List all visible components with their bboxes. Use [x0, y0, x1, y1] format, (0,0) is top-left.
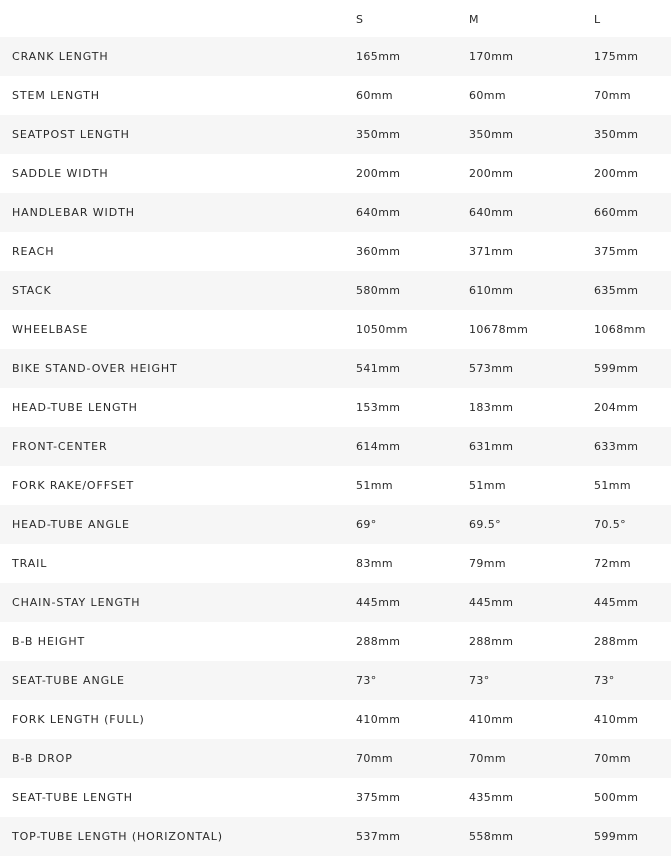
table-row	[0, 427, 671, 466]
row-value-s: 288mm	[356, 635, 401, 648]
row-value-s: 70mm	[356, 752, 394, 765]
row-value-s: 51mm	[356, 479, 394, 492]
row-label: B-B DROP	[12, 752, 73, 765]
row-value-l: 635mm	[594, 284, 639, 297]
row-value-l: 70mm	[594, 752, 632, 765]
row-label: TOP-TUBE LENGTH (HORIZONTAL)	[12, 830, 223, 843]
row-value-l: 350mm	[594, 128, 639, 141]
row-value-l: 633mm	[594, 440, 639, 453]
row-label: TRAIL	[12, 557, 48, 570]
row-value-m: 371mm	[469, 245, 514, 258]
table-body	[0, 37, 671, 856]
table-row	[0, 583, 671, 622]
table-row	[0, 232, 671, 271]
table-header-row	[0, 0, 671, 37]
table-row	[0, 700, 671, 739]
table-row	[0, 388, 671, 427]
row-value-m: 69.5°	[469, 518, 501, 531]
row-value-s: 153mm	[356, 401, 401, 414]
table-row	[0, 661, 671, 700]
row-value-l: 445mm	[594, 596, 639, 609]
table-row	[0, 310, 671, 349]
row-value-l: 204mm	[594, 401, 639, 414]
table-row	[0, 115, 671, 154]
row-value-m: 640mm	[469, 206, 514, 219]
table-row	[0, 505, 671, 544]
header-size-l: L	[594, 13, 601, 26]
row-value-m: 10678mm	[469, 323, 529, 336]
header-size-s: S	[356, 13, 364, 26]
row-value-s: 375mm	[356, 791, 401, 804]
row-value-l: 70mm	[594, 89, 632, 102]
table-row	[0, 778, 671, 817]
row-value-m: 70mm	[469, 752, 507, 765]
row-value-s: 614mm	[356, 440, 401, 453]
row-value-s: 73°	[356, 674, 377, 687]
row-label: SADDLE WIDTH	[12, 167, 109, 180]
row-value-s: 60mm	[356, 89, 394, 102]
row-value-l: 200mm	[594, 167, 639, 180]
row-value-l: 73°	[594, 674, 615, 687]
row-value-m: 79mm	[469, 557, 507, 570]
row-label: CHAIN-STAY LENGTH	[12, 596, 141, 609]
row-value-s: 360mm	[356, 245, 401, 258]
row-value-m: 573mm	[469, 362, 514, 375]
table-row	[0, 349, 671, 388]
table-row	[0, 817, 671, 856]
table-row	[0, 739, 671, 778]
row-value-m: 558mm	[469, 830, 514, 843]
header-size-m: M	[469, 13, 480, 26]
row-value-s: 165mm	[356, 50, 401, 63]
row-value-s: 541mm	[356, 362, 401, 375]
row-value-l: 660mm	[594, 206, 639, 219]
row-label: STEM LENGTH	[12, 89, 100, 102]
row-value-l: 375mm	[594, 245, 639, 258]
row-value-s: 640mm	[356, 206, 401, 219]
row-label: FORK LENGTH (FULL)	[12, 713, 145, 726]
row-value-m: 350mm	[469, 128, 514, 141]
row-value-s: 200mm	[356, 167, 401, 180]
row-value-s: 580mm	[356, 284, 401, 297]
row-value-s: 350mm	[356, 128, 401, 141]
row-label: WHEELBASE	[12, 323, 89, 336]
row-value-m: 631mm	[469, 440, 514, 453]
row-value-m: 170mm	[469, 50, 514, 63]
row-value-m: 410mm	[469, 713, 514, 726]
row-label: REACH	[12, 245, 55, 258]
row-label: STACK	[12, 284, 52, 297]
row-value-l: 410mm	[594, 713, 639, 726]
row-value-s: 1050mm	[356, 323, 408, 336]
row-value-m: 183mm	[469, 401, 514, 414]
row-value-m: 73°	[469, 674, 490, 687]
row-value-l: 70.5°	[594, 518, 626, 531]
row-value-l: 599mm	[594, 362, 639, 375]
row-value-l: 72mm	[594, 557, 632, 570]
row-label: FORK RAKE/OFFSET	[12, 479, 135, 492]
row-value-m: 435mm	[469, 791, 514, 804]
row-label: B-B HEIGHT	[12, 635, 86, 648]
table-row	[0, 271, 671, 310]
row-label: FRONT-CENTER	[12, 440, 108, 453]
row-value-s: 410mm	[356, 713, 401, 726]
row-label: HANDLEBAR WIDTH	[12, 206, 135, 219]
row-value-s: 537mm	[356, 830, 401, 843]
row-value-s: 69°	[356, 518, 377, 531]
row-value-l: 599mm	[594, 830, 639, 843]
row-value-m: 51mm	[469, 479, 507, 492]
table-row	[0, 622, 671, 661]
row-value-l: 500mm	[594, 791, 639, 804]
row-label: SEATPOST LENGTH	[12, 128, 130, 141]
table-row	[0, 76, 671, 115]
row-label: HEAD-TUBE LENGTH	[12, 401, 138, 414]
row-value-s: 83mm	[356, 557, 394, 570]
row-label: SEAT-TUBE ANGLE	[12, 674, 125, 687]
row-value-m: 288mm	[469, 635, 514, 648]
table-row	[0, 544, 671, 583]
table-row	[0, 193, 671, 232]
row-value-l: 288mm	[594, 635, 639, 648]
row-value-s: 445mm	[356, 596, 401, 609]
table-row	[0, 37, 671, 76]
row-value-m: 445mm	[469, 596, 514, 609]
table-row	[0, 154, 671, 193]
row-value-l: 51mm	[594, 479, 632, 492]
row-value-l: 1068mm	[594, 323, 646, 336]
row-value-m: 610mm	[469, 284, 514, 297]
row-value-l: 175mm	[594, 50, 639, 63]
row-label: BIKE STAND-OVER HEIGHT	[12, 362, 178, 375]
row-label: HEAD-TUBE ANGLE	[12, 518, 130, 531]
row-value-m: 60mm	[469, 89, 507, 102]
row-value-m: 200mm	[469, 167, 514, 180]
table-row	[0, 466, 671, 505]
row-label: SEAT-TUBE LENGTH	[12, 791, 133, 804]
row-label: CRANK LENGTH	[12, 50, 109, 63]
